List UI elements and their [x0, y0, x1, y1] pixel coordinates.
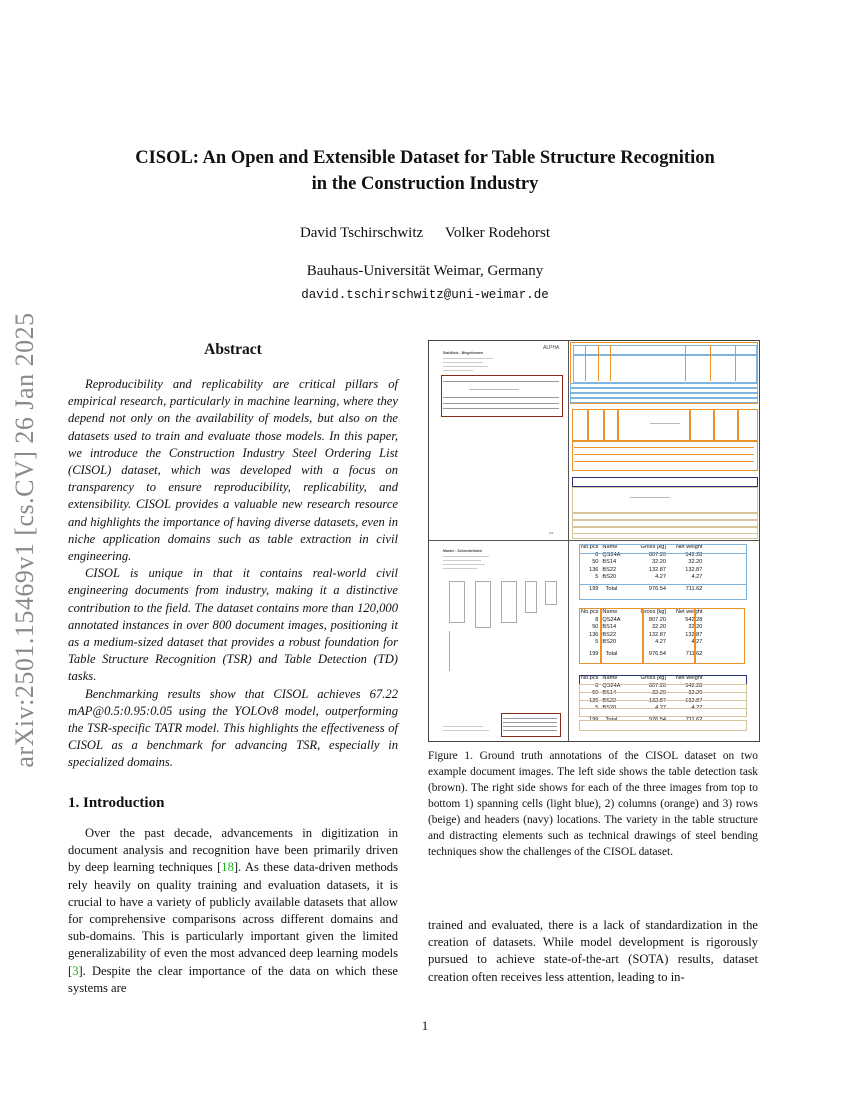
crop-columns: [570, 407, 758, 471]
table-row: 8 QS24A 807.20 542.28: [595, 551, 703, 558]
affiliation: Bauhaus-Universität Weimar, Germany: [306, 263, 544, 279]
table-row: 50 BS14 32.20 32.20: [592, 690, 703, 697]
abstract-paragraph-1: Reproducibility and replicability are critical pillars of empirical research, particularly in machine learning, where they depend not only on the availability of models, but also on the datasets used to train and evaluate those models. In this paper, we introduce the Construction Industry Steel Ordering List (CISOL) dataset, which was developed with a focus on transparency to ensure reproducibility, replicability, and extensibility. CISOL provides a valuable new research resource and highlights the importance of having diverse datasets, even in niche application domains such as table extraction in civil engineering.: [68, 377, 398, 564]
table-detection-box: [501, 713, 561, 737]
table-row: 199 Total 976.54 711.62: [589, 716, 703, 723]
table-row: 50 BS14 32.20 32.20: [592, 624, 703, 631]
abstract-body: [68, 376, 398, 772]
table-row: 8 QS24A 807.20 542.28: [595, 616, 703, 623]
doc-title: Master - Schneidelisten: [443, 549, 483, 553]
abstract-paragraph-2: CISOL is unique in that it contains real-world civil engineering documents from industry, making it a distinctive contribution to the field. The dataset contains more than 120,000 annotated instances in over 800 document images, positioning it as a medium-sized dataset that provides a robust foundation for Table Structure Recognition (TSR) and Table Detection (TD) tasks.: [68, 566, 398, 684]
citation-link[interactable]: 3: [72, 963, 79, 978]
page-number: 1: [421, 1018, 429, 1033]
figure-1: ALPHA Stahlliste - Biegeformen 1/2 Master - Schneidelisten No.pcs Name Gross [kg] Net weight 8 QS24A 807.20 542.28 50 BS14 32.20 32.20 136 BS22 132.87 132.87 5 BS20 4.27 4.27 199 Total 976.54 711.62 No.pcs Name Gross [kg] Net weight 8 QS24A 807.20 542.28 50 BS14 32.20 32.20 136 BS22 132.87 132.87 5 BS20 4.27 4.27 199 Total 976.54 711.62 No.pcs Name Gross [kg] Net weight 8 QS24A 807.20 542.28 50 BS14 32.20 32.20 136 BS22 132.87 132.87 5 BS20 4.27 4.27 199 Total 976.54 711.62: [428, 340, 760, 742]
table-row: 8 QS24A 807.20 542.28: [595, 682, 703, 689]
author-2: Volker Rodehorst: [444, 225, 551, 241]
doc-title: Stahlliste - Biegeformen: [443, 351, 484, 355]
author-1: David Tschirschwitz: [299, 225, 424, 241]
abstract-paragraph-3: Benchmarking results show that CISOL achieves 67.22 mAP@0.5:0.95:0.05 using the YOLOv8 model, outperforming the TSR-specific TATR model. This highlights the effectiveness of CISOL as a benchmark for advancing TSR, especially in specialized domains.: [68, 686, 398, 770]
crop-spanning-cells: [570, 342, 758, 404]
introduction-body: [68, 825, 398, 997]
title-line-1: CISOL: An Open and Extensible Dataset for Table Structure Recognition: [135, 148, 715, 168]
table-row: 136 BS22 132.87 132.87: [589, 631, 703, 638]
arxiv-identifier: arXiv:2501.15469v1 [cs.CV] 26 Jan 2025: [10, 312, 39, 768]
figure-caption: Figure 1. Ground truth annotations of the CISOL dataset on two example document images. The left side shows the table detection task (brown). The right side shows for each of the three images from top to bottom 1) spanning cells (light blue), 2) columns (orange) and 3) rows (beige) and headers (navy) locations. The variety in the table structure and distracting elements such as technical drawings of steel bending techniques show the challenges of the CISOL dataset.: [428, 750, 758, 858]
authors: [80, 225, 770, 242]
doc-logo: ALPHA: [543, 345, 560, 351]
introduction-paragraph: Over the past decade, advancements in digitization in document analysis and recognition have been primarily driven by deep learning techniques [18]. As these data-driven methods rely heavily on quality training and evaluation datasets, it is crucial to have a variety of publicly available datasets that allow for comprehensive comparisons across different domains and sub-domains. This is particularly important given the limited generalizability of even the most advanced deep learning models [3]. Despite the clear importance of the data on which these systems are: [68, 826, 398, 995]
email: david.tschirschwitz@uni-weimar.de: [301, 288, 549, 302]
introduction-heading: 1. Introduction: [68, 795, 165, 811]
table-row: 199 Total 976.54 711.62: [589, 585, 703, 592]
table-row: 136 BS22 132.87 132.87: [589, 697, 703, 704]
table-row: No.pcs Name Gross [kg] Net weight: [581, 609, 703, 615]
paper-title: [80, 145, 770, 197]
crop-rows-headers: [570, 475, 758, 539]
table-row: 136 BS22 132.87 132.87: [589, 566, 703, 573]
citation-link[interactable]: 18: [221, 860, 234, 875]
table-row: 5 BS20 4.27 4.27: [595, 574, 703, 581]
right-column-text: trained and evaluated, there is a lack of standardization in the creation of datasets. While model development is rigorously pursued to achieve state-of-the-art (SOTA) results, dataset creation often receives less attention, leading to in-: [428, 918, 758, 984]
table-row: 199 Total 976.54 711.62: [589, 650, 703, 657]
table-row: No.pcs Name Gross [kg] Net weight: [581, 544, 703, 550]
table-row: 5 BS20 4.27 4.27: [595, 639, 703, 646]
table-row: No.pcs Name Gross [kg] Net weight: [581, 675, 703, 681]
table-row: 50 BS14 32.20 32.20: [592, 559, 703, 566]
table-row: 5 BS20 4.27 4.27: [595, 705, 703, 712]
abstract-heading: Abstract: [204, 341, 262, 358]
title-line-2: in the Construction Industry: [311, 174, 539, 194]
